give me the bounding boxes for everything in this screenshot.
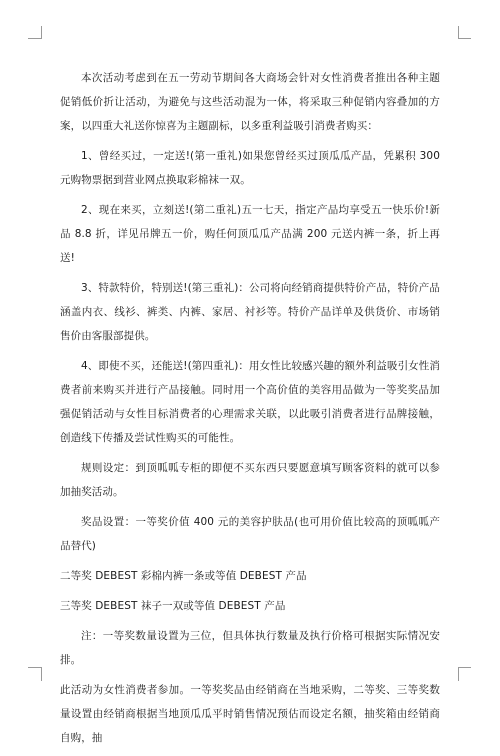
crop-mark-bottom-right (458, 667, 459, 681)
paragraph-note: 注：一等奖数量设置为三位，但具体执行数量及执行价格可根据实际情况安排。 (60, 630, 440, 666)
paragraph-intro: 本次活动考虑到在五一劳动节期间各大商场会针对女性消费者推出各种主题促销低价折让活动，为避免与这些活动混为一体，将采取三种促销内容叠加的方案，以四重大礼送你惊喜为主题副标，以多重利益吸引消费者购买： (60, 72, 440, 132)
crop-mark-top-right (458, 38, 471, 39)
crop-mark-bottom-right (458, 667, 471, 668)
document-body (60, 66, 440, 756)
paragraph-gift-3: 3、特款特价，特别送!(第三重礼)：公司将向经销商提供特价产品，特价产品涵盖内衣、线衫、裤类、内裤、家居、衬衫等。特价产品详单及供货价、市场销售价由客服部提供。 (60, 282, 440, 342)
paragraph-prize-second: 二等奖 DEBEST 彩棉内裤一条或等值 DEBEST 产品 (60, 570, 307, 582)
crop-mark-bottom-left (41, 667, 42, 681)
crop-mark-top-right (458, 26, 459, 39)
crop-mark-top-left (28, 38, 41, 39)
paragraph-gift-2: 2、现在来买，立刻送!(第二重礼)五一七天，指定产品均享受五一快乐价!新品 8.8 折，详见吊牌五一价，购任何顶瓜瓜产品满 200 元送内裤一条，折上再送! (60, 204, 440, 264)
crop-mark-top-left (41, 26, 42, 39)
crop-mark-bottom-left (28, 667, 41, 668)
paragraph-prize-first: 奖品设置：一等奖价值 400 元的美容护肤品(也可用价值比较高的顶呱呱产品替代) (60, 516, 440, 552)
paragraph-prize-third: 三等奖 DEBEST 袜子一双或等值 DEBEST 产品 (60, 600, 286, 612)
paragraph-rules: 规则设定：到顶呱呱专柜的即便不买东西只要愿意填写顾客资料的就可以参加抽奖活动。 (60, 462, 440, 498)
paragraph-gift-4: 4、即使不买，还能送!(第四重礼)：用女性比较感兴趣的额外利益吸引女性消费者前来购买并进行产品接触。同时用一个高价值的美容用品做为一等奖奖品加强促销活动与女性目标消费者的心理需求关联，以此吸引消费者进行品牌接触，创造线下传播及尝试性购买的可能性。 (60, 360, 440, 444)
paragraph-participation: 此活动为女性消费者参加。一等奖奖品由经销商在当地采购，二等奖、三等奖数量设置由经销商根据当地顶瓜瓜平时销售情况预估而设定名额，抽奖箱由经销商自购，抽 (60, 684, 440, 744)
paragraph-gift-1: 1、曾经买过，一定送!(第一重礼)如果您曾经买过顶瓜瓜产品，凭累积 300 元购物票据到营业网点换取彩棉袜一双。 (60, 150, 440, 186)
